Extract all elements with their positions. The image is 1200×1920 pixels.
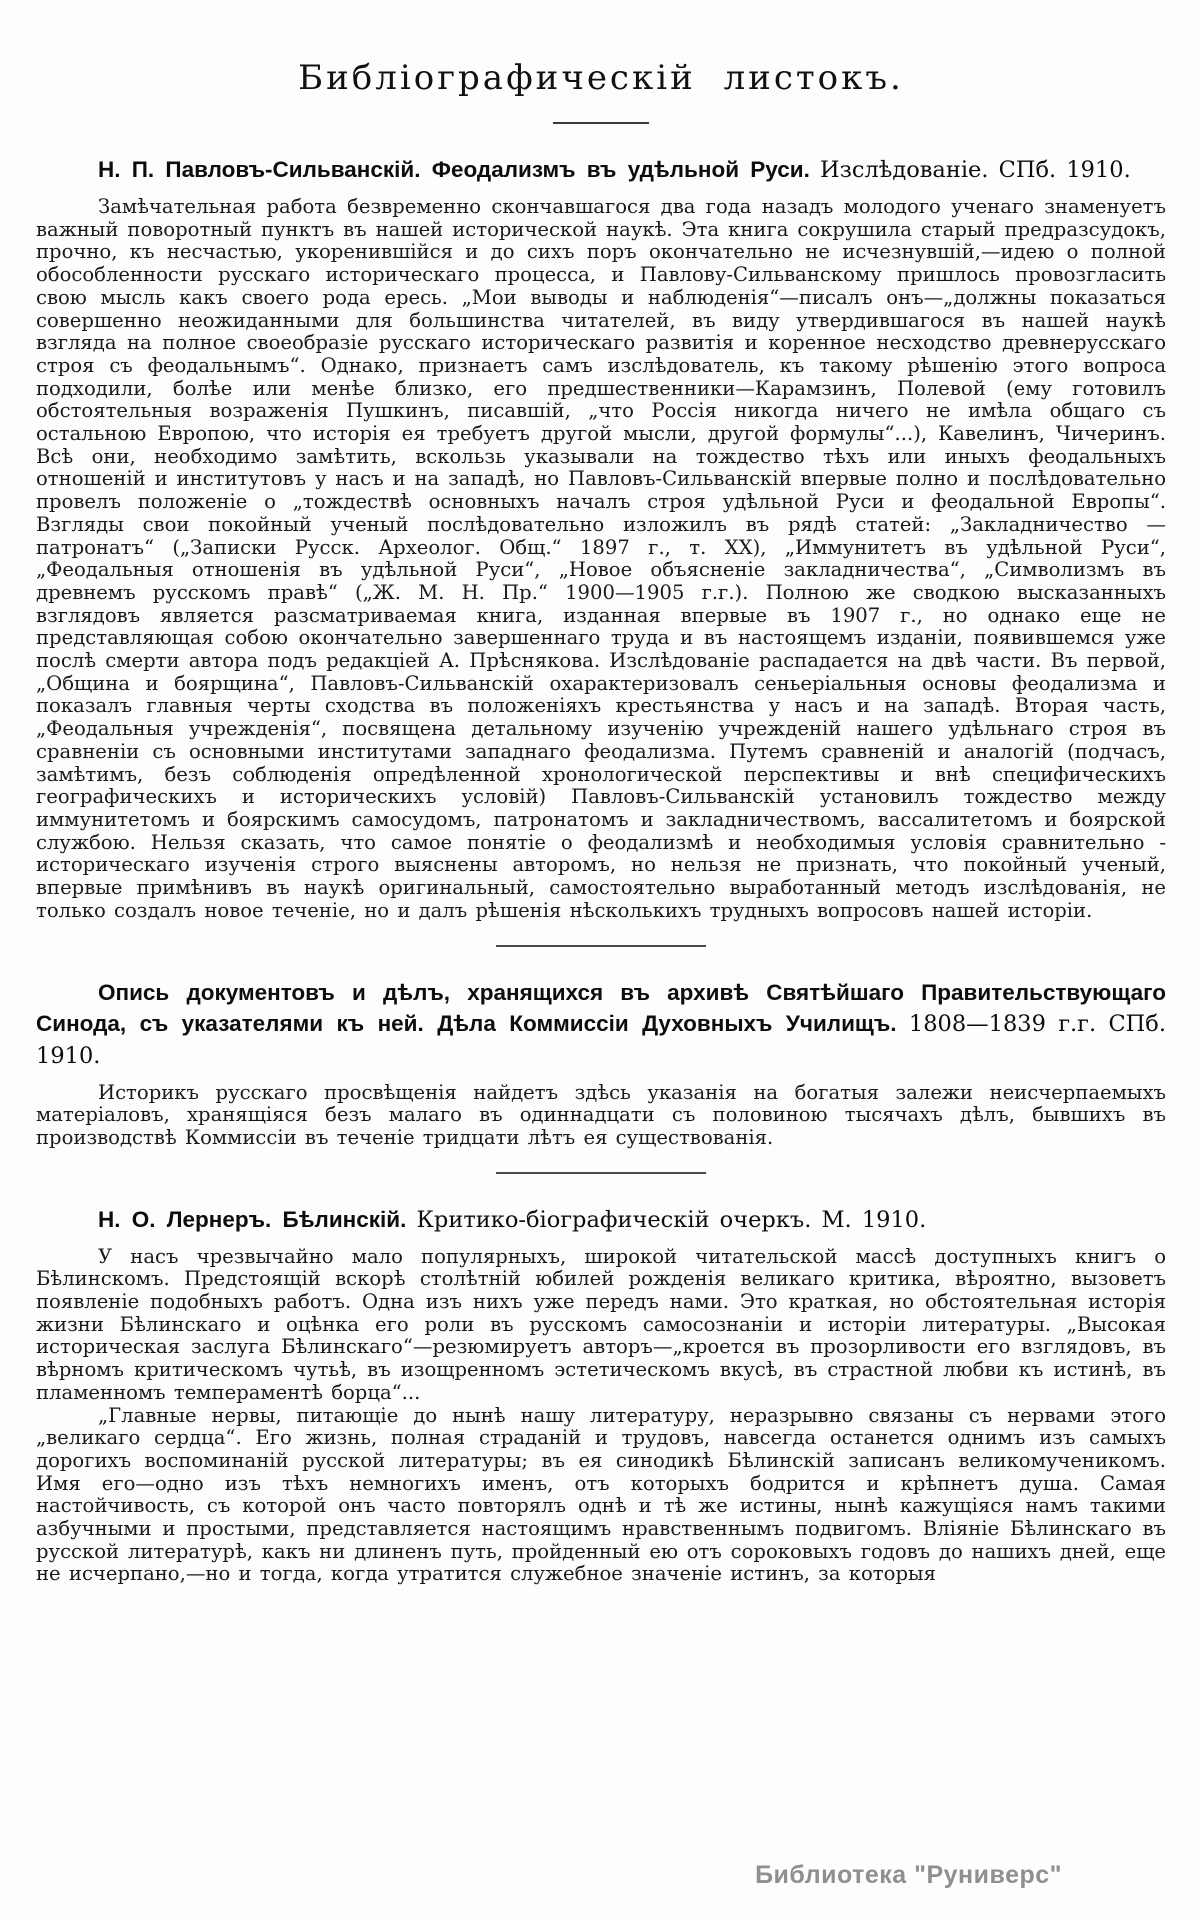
page-title: Библіографическій листокъ. xyxy=(298,58,904,98)
entry-pavlov-silvanskij xyxy=(36,154,1166,923)
entry-heading-imprint: 1808—1839 г.г. СПб. 1910. xyxy=(36,1010,1166,1069)
entry-heading xyxy=(36,1204,1166,1236)
entry-body-paragraph: Историкъ русскаго просвѣщенія найдетъ здѣсь указанія на богатыя залежи неисчерпаемыхъ матеріаловъ, хранящіяся безъ малаго въ одиннадцати съ половиною тысячахъ дѣлъ, бывшихъ въ производствѣ Коммиссіи въ теченіе тридцати лѣтъ ея существованія. xyxy=(36,1080,1166,1149)
section-divider xyxy=(496,1172,706,1174)
entry-heading-title: Н. О. Лернеръ. Бѣлинскій. xyxy=(98,1206,407,1232)
section-divider-block xyxy=(36,1172,1166,1174)
entry-lerner-belinskij xyxy=(36,1204,1166,1587)
section-divider xyxy=(496,945,706,947)
entry-heading xyxy=(36,977,1166,1072)
library-watermark: Библиотека "Руниверс" xyxy=(755,1861,1062,1889)
entry-body-paragraph: У насъ чрезвычайно мало популярныхъ, широкой читательской массѣ доступныхъ книгъ о Бѣлинскомъ. Предстоящій вскорѣ столѣтній юбилей рожденія великаго критика, вѣроятно, вызоветъ появленіе подобныхъ работъ. Одна изъ нихъ уже передъ нами. Это краткая, но обстоятельная исторія жизни Бѣлинскаго и оцѣнка его роли въ русскомъ самосознаніи и исторіи литературы. „Высокая историческая заслуга Бѣлинскаго“—резюмируетъ авторъ—„кроется въ прозорливости его взглядовъ, въ вѣрномъ критическомъ чутьѣ, въ изощренномъ эстетическомъ вкусѣ, въ страстной любви къ истинѣ, въ пламенномъ темпераментѣ борца“... xyxy=(36,1244,1166,1404)
entry-body-paragraph: „Главные нервы, питающіе до нынѣ нашу литературу, неразрывно связаны съ нервами этого „великаго сердца“. Его жизнь, полная страданій и трудовъ, навсегда останется однимъ изъ самыхъ дорогихъ воспоминаній русской литературы; въ ея синодикѣ Бѣлинскій записанъ великомученикомъ. Имя его—одно изъ тѣхъ немногихъ именъ, отъ которыхъ бодрится и крѣпнетъ душа. Самая настойчивость, съ которой онъ часто повторялъ однѣ и тѣ же истины, нынѣ кажущіяся намъ такими азбучными и простыми, представляется настоящимъ нравственнымъ подвигомъ. Вліяніе Бѣлинскаго въ русской литературѣ, какъ ни длиненъ путь, пройденный ею отъ сороковыхъ годовъ до нашихъ дней, еще не исчерпано,—но и тогда, когда утратится служебное значеніе истинъ, за которыя xyxy=(36,1403,1166,1586)
section-divider-block xyxy=(36,945,1166,947)
entry-heading-title: Опись документовъ и дѣлъ, хранящихся въ архивѣ Святѣйшаго Правительствующаго Синода, съ указателями къ ней. Дѣла Коммиссіи Духовныхъ Училищъ. xyxy=(36,979,1166,1036)
entry-opis-dokumentov xyxy=(36,977,1166,1150)
entry-body-paragraph: Замѣчательная работа безвременно скончавшагося два года назадъ молодого ученаго знаменуетъ важный поворотный пунктъ въ нашей исторической наукѣ. Эта книга сокрушила старый предразсудокъ, прочно, къ несчастью, укоренившійся и до сихъ поръ окончательно не исчезнувшій,—идею о полной обособленности русскаго историческаго процесса, и Павлову-Сильванскому пришлось провозгласить свою мысль какъ своего рода ересь. „Мои выводы и наблюденія“—писалъ онъ—„должны показаться совершенно неожиданными для большинства читателей, въ виду утвердившагося въ нашей наукѣ взгляда на полное своеобразіе русскаго историческаго развитія и коренное несходство древнерусскаго строя съ феодальнымъ“. Однако, признаетъ самъ изслѣдователь, къ такому рѣшенію этого вопроса подходили, болѣе или менѣе близко, его предшественники—Карамзинъ, Полевой (ему готовилъ обстоятельныя возраженія Пушкинъ, писавшій, „что Россія никогда ничего не имѣла общаго съ остальною Европою, что исторія ея требуетъ другой мысли, другой формулы“...), Кавелинъ, Чичеринъ. Всѣ они, необходимо замѣтить, вскользь указывали на тождество тѣхъ или иныхъ феодальныхъ отношеній и институтовъ у насъ и на западѣ, но Павловъ-Сильванскій впервые полно и послѣдовательно провелъ положеніе о „тождествѣ основныхъ началъ строя удѣльной Руси и феодальной Европы“. Взгляды свои покойный ученый послѣдовательно изложилъ въ рядѣ статей: „Закладничество — патронатъ“ („Записки Русск. Археолог. Общ.“ 1897 г., т. XX), „Иммунитетъ въ удѣльной Руси“, „Феодальныя отношенія въ удѣльной Руси“, „Новое объясненіе закладничества“, „Символизмъ въ древнемъ русскомъ правѣ“ („Ж. М. Н. Пр.“ 1900—1905 г.г.). Полною же сводкою высказанныхъ взглядовъ является разсматриваемая книга, изданная впервые въ 1907 г., но однако еще не представляющая собою окончательно завершеннаго труда и въ настоящемъ изданіи, появившемся уже послѣ смерти автора подъ редакціей А. Прѣснякова. Изслѣдованіе распадается на двѣ части. Въ первой, „Община и боярщина“, Павловъ-Сильванскій охарактеризовалъ сеньеріальныя основы феодализма и показалъ главныя черты сходства въ положеніяхъ крестьянства у насъ и на западѣ. Вторая часть, „Феодальныя учрежденія“, посвящена детальному изученію учрежденій нашего удѣльнаго строя въ сравненіи съ основными институтами западнаго феодализма. Путемъ сравненій и аналогій (подчасъ, замѣтимъ, безъ соблюденія опредѣленной хронологической перспективы и внѣ специфическихъ географическихъ и историческихъ условій) Павловъ-Сильванскій установилъ тождество между иммунитетомъ и боярскимъ самосудомъ, патронатомъ и закладничествомъ, вассалитетомъ и боярской службою. Нельзя сказать, что самое понятіе о феодализмѣ и необходимыя условія сравнительно - историческаго изученія строго выяснены авторомъ, но нельзя не признать, что покойный ученый, впервые примѣнивъ въ наукѣ оригинальный, самостоятельно выработанный методъ изслѣдованія, не только создалъ новое теченіе, но и далъ рѣшенія нѣсколькихъ трудныхъ вопросовъ нашей исторіи. xyxy=(36,195,1166,922)
title-divider xyxy=(553,122,649,124)
entry-heading-title: Н. П. Павловъ-Сильванскій. Феодализмъ въ удѣльной Руси. xyxy=(98,157,810,182)
entry-heading-imprint: Критико-біографическій очеркъ. М. 1910. xyxy=(406,1206,927,1233)
entry-heading xyxy=(36,154,1166,186)
entry-heading-imprint: Изслѣдованіе. СПб. 1910. xyxy=(809,157,1131,183)
